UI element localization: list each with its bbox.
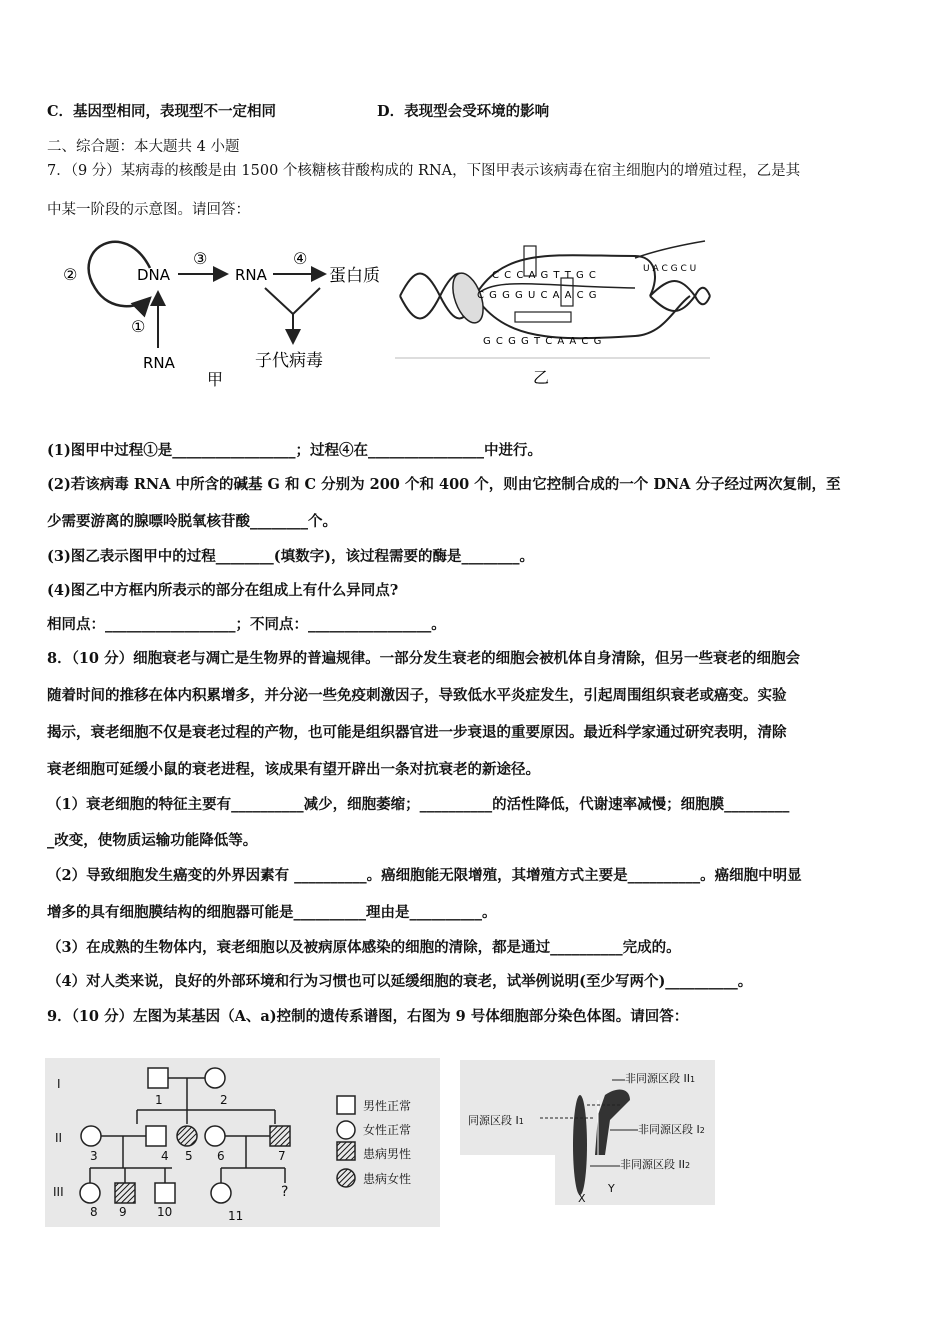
caption-yi: 乙 <box>533 368 550 387</box>
label-1: ① <box>131 317 146 336</box>
gen-1: I <box>57 1077 61 1091</box>
num-3: 3 <box>90 1149 98 1163</box>
num-2: 2 <box>220 1093 228 1107</box>
label-protein: 蛋白质 <box>329 266 380 286</box>
num-11: 11 <box>228 1209 244 1223</box>
individual-11 <box>211 1183 231 1203</box>
gen-2: II <box>55 1131 63 1145</box>
individual-8 <box>80 1183 100 1203</box>
legend-male-affected-symbol <box>337 1142 355 1160</box>
num-4: 4 <box>161 1149 169 1163</box>
pedigree-figure <box>45 1058 440 1227</box>
q7-sub4b: 相同点：__________________；不同点：_________________。 <box>47 616 446 633</box>
q8-sub4: （4）对人类来说，良好的外部环境和行为习惯也可以延缓细胞的衰老，试举例说明(至少写两个)__________。 <box>47 973 753 990</box>
seq-bottom: G C G G T C A A C G <box>483 336 603 347</box>
caption-jia: 甲 <box>207 370 224 389</box>
x-chromosome <box>573 1095 587 1195</box>
label-4: ④ <box>293 249 308 268</box>
figure-jia <box>55 228 395 397</box>
q8-stem-1: 8．（10 分）细胞衰老与凋亡是生物界的普遍规律。一部分发生衰老的细胞会被机体自身清除，但另一些衰老的细胞会 <box>47 650 801 667</box>
individual-7 <box>270 1126 290 1146</box>
unknown-mark: ? <box>281 1184 289 1200</box>
label-nonhomologous-II2: 非同源区段 II2 <box>620 1158 691 1171</box>
q8-sub1a: （1）衰老细胞的特征主要有__________减少，细胞萎缩；__________的活性降低，代谢速率减慢；细胞膜_________ <box>47 796 790 813</box>
q7-sub3: (3)图乙表示图甲中的过程________(填数字)，该过程需要的酶是________。 <box>47 548 535 565</box>
label-homologous-I1: 同源区段 I1 <box>468 1114 524 1127</box>
q8-stem-4: 衰老细胞可延缓小鼠的衰老进程，该成果有望开辟出一条对抗衰老的新途径。 <box>47 761 540 778</box>
chromosome-figure <box>460 1060 715 1209</box>
q7-sub2b: 少需要游离的腺嘌呤脱氧核苷酸________个。 <box>47 513 337 530</box>
legend-male-affected: 患病男性 <box>363 1147 412 1161</box>
q7-stem-1: 7．（9 分）某病毒的核酸是由 1500 个核糖核苷酸构成的 RNA，下图甲表示该病毒在宿主细胞内的增殖过程，乙是其 <box>47 163 801 179</box>
legend-female-normal-symbol <box>337 1121 355 1139</box>
label-nonhomologous-II1: 非同源区段 II1 <box>625 1072 696 1085</box>
num-1: 1 <box>155 1093 163 1107</box>
q8-stem-3: 揭示，衰老细胞不仅是衰老过程的产物，也可能是组织器官进一步衰退的重要原因。最近科学家通过研究表明，清除 <box>47 724 787 741</box>
section-title: 二、综合题：本大题共 4 小题 <box>47 139 240 155</box>
label-virus: 子代病毒 <box>255 351 323 371</box>
gen-3: III <box>53 1185 64 1199</box>
legend-male-normal-symbol <box>337 1096 355 1114</box>
arrow-virus <box>265 288 320 343</box>
seq-mid: C G G G U C A A C G <box>477 290 598 301</box>
q7-sub2a: (2)若该病毒 RNA 中所含的碱基 G 和 C 分别为 200 个和 400 个，则由它控制合成的一个 DNA 分子经过两次复制，至 <box>47 476 841 493</box>
q7-stem-2: 中某一阶段的示意图。请回答： <box>47 202 250 218</box>
individual-2 <box>205 1068 225 1088</box>
label-dna: DNA <box>137 266 171 284</box>
individual-10 <box>155 1183 175 1203</box>
q8-sub2b: 增多的具有细胞膜结构的细胞器可能是__________理由是__________。 <box>47 904 497 921</box>
q7-sub1: (1)图甲中过程①是_________________；过程④在________________中进行。 <box>47 442 543 459</box>
label-y: Y <box>608 1182 615 1195</box>
label-nonhomologous-I2: 非同源区段 I2 <box>638 1123 705 1136</box>
seq-end: U A C G C U <box>643 264 697 274</box>
legend-female-affected-symbol <box>337 1169 355 1187</box>
individual-3 <box>81 1126 101 1146</box>
option-line <box>47 102 550 122</box>
q8-stem-2: 随着时间的推移在体内积累增多，并分泌一些免疫刺激因子，导致低水平炎症发生，引起周围组织衰老或癌变。实验 <box>47 687 787 704</box>
q9-stem: 9．（10 分）左图为某基因（A、a)控制的遗传系谱图，右图为 9 号体细胞部分染色体图。请回答： <box>47 1008 689 1025</box>
q8-sub1b: _改变，使物质运输功能降低等。 <box>47 832 258 849</box>
q8-sub2a: （2）导致细胞发生癌变的外界因素有 __________。癌细胞能无限增殖，其增殖方式主要是__________。癌细胞中明显 <box>47 867 802 884</box>
individual-6 <box>205 1126 225 1146</box>
label-3: ③ <box>193 249 208 268</box>
num-5: 5 <box>185 1149 193 1163</box>
legend-female-normal: 女性正常 <box>363 1123 412 1137</box>
num-6: 6 <box>217 1149 225 1163</box>
legend-female-affected: 患病女性 <box>363 1172 412 1186</box>
individual-1 <box>148 1068 168 1088</box>
individual-5 <box>177 1126 197 1146</box>
num-7: 7 <box>278 1149 286 1163</box>
seq-top: C C C A G T T G C <box>492 270 597 281</box>
label-rna-mid: RNA <box>235 266 267 284</box>
num-9: 9 <box>119 1205 127 1219</box>
label-x: X <box>578 1192 586 1205</box>
individual-9 <box>115 1183 135 1203</box>
label-rna-bottom: RNA <box>143 354 175 372</box>
option-c: C．基因型相同，表现型不一定相同 <box>47 103 277 120</box>
num-10: 10 <box>157 1205 173 1219</box>
figure-yi <box>395 226 715 395</box>
individual-4 <box>146 1126 166 1146</box>
num-8: 8 <box>90 1205 98 1219</box>
legend-male-normal: 男性正常 <box>363 1099 412 1113</box>
q7-sub4: (4)图乙中方框内所表示的部分在组成上有什么异同点? <box>47 582 399 599</box>
label-2: ② <box>63 265 78 284</box>
q8-sub3: （3）在成熟的生物体内，衰老细胞以及被病原体感染的细胞的清除，都是通过__________完成的。 <box>47 939 681 956</box>
box-bottom <box>515 312 571 322</box>
option-d: D．表现型会受环境的影响 <box>377 103 550 120</box>
